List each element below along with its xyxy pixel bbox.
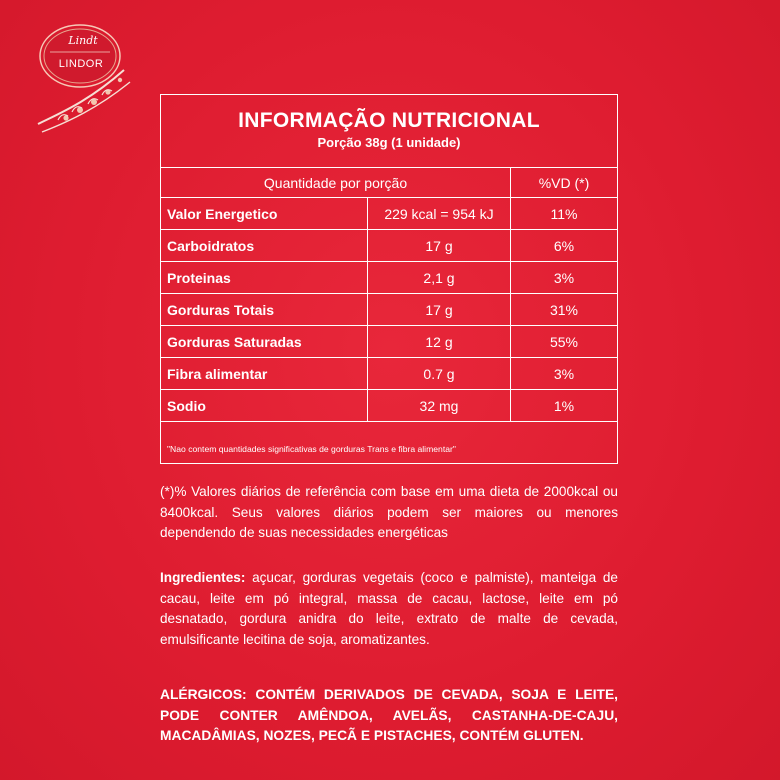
nutrient-name: Gorduras Saturadas bbox=[161, 326, 368, 357]
nutrient-vd: 3% bbox=[553, 269, 575, 286]
header-quantity: Quantidade por porção bbox=[161, 168, 511, 197]
nutrient-amount: 17 g bbox=[368, 230, 511, 261]
nutrition-grid bbox=[161, 167, 617, 422]
table-row bbox=[161, 294, 617, 326]
nutrition-title: INFORMAÇÃO NUTRICIONAL bbox=[238, 109, 540, 132]
nutrient-amount: 229 kcal = 954 kJ bbox=[368, 198, 511, 229]
nutrient-amount: 2,1 g bbox=[368, 262, 511, 293]
table-row bbox=[161, 198, 617, 230]
serving-size: Porção 38g (1 unidade) bbox=[317, 135, 461, 150]
trans-fat-footnote: "Nao contem quantidades significativas de gorduras Trans e fibra alimentar" bbox=[167, 444, 456, 454]
nutrient-amount: 32 mg bbox=[368, 390, 511, 421]
brand-script: Lindt bbox=[68, 34, 98, 47]
table-row bbox=[161, 358, 617, 390]
nutrient-vd: 11% bbox=[550, 205, 578, 222]
nutrient-name: Carboidratos bbox=[161, 230, 368, 261]
nutrient-name: Valor Energetico bbox=[161, 198, 368, 229]
ingredients-label: Ingredientes: bbox=[160, 570, 246, 585]
nutrient-vd: 55% bbox=[549, 333, 579, 350]
header-vd: %VD (*) bbox=[538, 174, 590, 191]
ingredients-text: açucar, gorduras vegetais (coco e palmiste), manteiga de cacau, leite em pó integral, massa de cacau, lactose, leite em pó desnatado, gordura anidra do leite, extrato de malte de cevada, emulsificante lecitina de soja, aromatizantes. bbox=[160, 570, 618, 647]
lindt-lindor-logo bbox=[28, 22, 138, 137]
table-row bbox=[161, 230, 617, 262]
nutrient-name: Fibra alimentar bbox=[161, 358, 368, 389]
nutrient-vd: 6% bbox=[553, 237, 575, 254]
nutrient-vd: 3% bbox=[553, 365, 575, 382]
table-row bbox=[161, 390, 617, 422]
daily-values-note: (*)% Valores diários de referência com base em uma dieta de 2000kcal ou 8400kcal. Seus valores diários podem ser maiores ou menores dependendo de suas necessidades energéticas bbox=[160, 484, 618, 540]
nutrient-name: Proteinas bbox=[161, 262, 368, 293]
ingredients-paragraph bbox=[160, 568, 618, 650]
table-header-row bbox=[161, 168, 617, 198]
nutrient-name: Gorduras Totais bbox=[161, 294, 368, 325]
nutrient-name: Sodio bbox=[161, 390, 368, 421]
nutrient-vd: 1% bbox=[553, 397, 575, 414]
brand-product: LINDOR bbox=[58, 58, 104, 70]
table-row bbox=[161, 326, 617, 358]
allergens-warning: ALÉRGICOS: CONTÉM DERIVADOS DE CEVADA, SOJA E LEITE, PODE CONTER AMÊNDOA, AVELÃS, CASTANHA-DE-CAJU, MACADÂMIAS, NOZES, PECÃ E PISTACHES, CONTÉM GLUTEN. bbox=[160, 687, 618, 743]
table-row bbox=[161, 262, 617, 294]
nutrient-amount: 12 g bbox=[368, 326, 511, 357]
nutrient-vd: 31% bbox=[549, 301, 579, 318]
nutrition-facts-table bbox=[160, 94, 618, 464]
nutrient-amount: 17 g bbox=[368, 294, 511, 325]
nutrient-amount: 0.7 g bbox=[368, 358, 511, 389]
